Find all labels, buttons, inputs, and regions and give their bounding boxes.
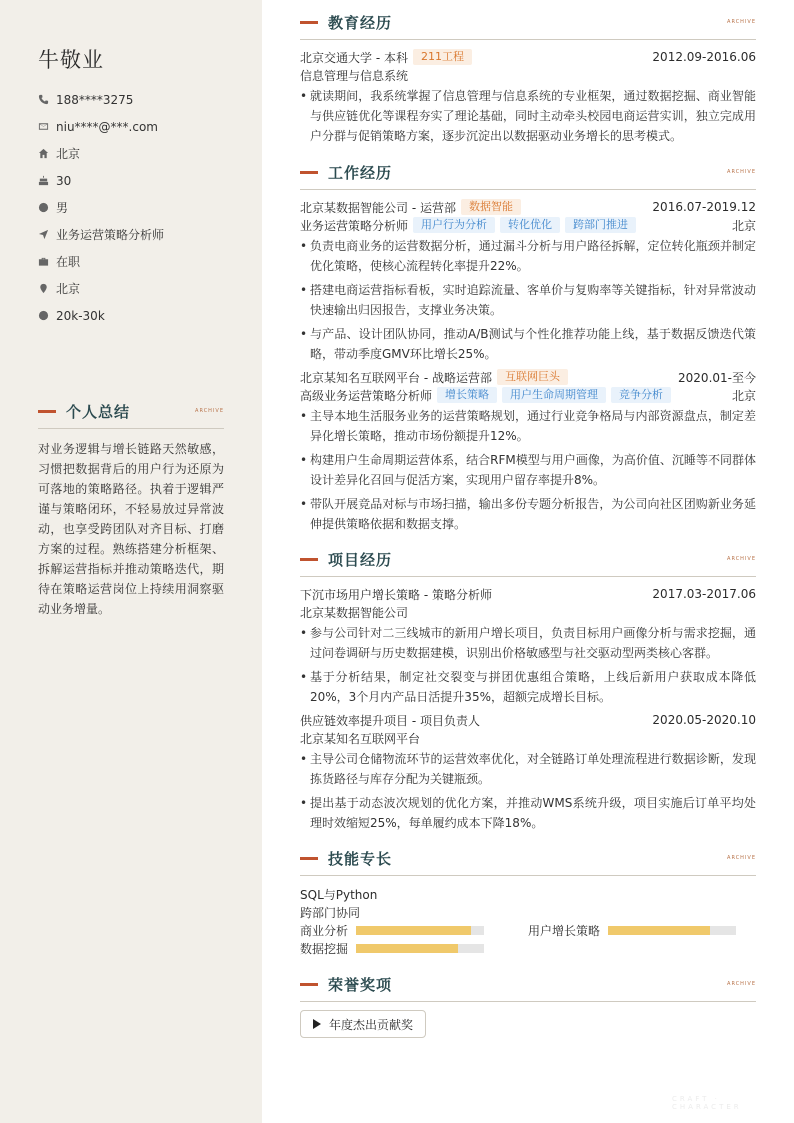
education-header-row [300, 48, 756, 66]
contact-text: 北京 [56, 147, 81, 161]
divider [300, 576, 756, 577]
cake-icon [38, 175, 56, 186]
skill-row [300, 939, 756, 957]
skill-tag: 增长策略 [437, 387, 497, 403]
job-period: 2020.01-至今 [678, 370, 756, 385]
accent-bar [300, 558, 318, 561]
bullet-item: • 提出基于动态波次规划的优化方案，并推动WMS系统升级，项目实施后订单平均处理时效缩短25%，每单履约成本下降18%。 [300, 793, 756, 833]
skill-tag: 转化优化 [500, 217, 560, 233]
bullet-item: • 主导公司仓储物流环节的运营效率优化，对全链路订单处理流程进行数据诊断，发现拣货路径与库存分配为关键瓶颈。 [300, 749, 756, 789]
send-icon [38, 229, 56, 240]
skill-meter-fill [356, 944, 458, 953]
company-badge: 数据智能 [461, 199, 521, 215]
section-title: 项目经历 [328, 550, 393, 569]
job-role-row [300, 216, 756, 234]
skill-meter [356, 944, 484, 953]
company-name: 北京某数据智能公司 - 运营部 [300, 200, 456, 215]
bullet-item: • 搭建电商运营指标看板，实时追踪流量、客单价与复购率等关键指标，针对异常波动快速输出归因报告，支撑业务决策。 [300, 280, 756, 320]
job-role: 业务运营策略分析师 [300, 218, 409, 233]
job-role-row [300, 386, 756, 404]
project-name: 下沉市场用户增长策略 - 策略分析师 [300, 587, 492, 602]
award-label: 年度杰出贡献奖 [329, 1017, 414, 1032]
skill-meter-fill [356, 926, 471, 935]
bullet-item: • 构建用户生命周期运营体系，结合RFM模型与用户画像，为高价值、沉睡等不同群体设计差异化召回与促活方案，实现用户留存率提升8%。 [300, 450, 756, 490]
skill-label: 数据挖掘 [300, 941, 349, 956]
education-period: 2012.09-2016.06 [652, 50, 756, 64]
location-pin-icon [38, 283, 56, 294]
bullet-item: • 基于分析结果，制定社交裂变与拼团优惠组合策略，上线后新用户获取成本降低20%，3个月内产品日活提升35%，超额完成增长目标。 [300, 667, 756, 707]
project-bullets [300, 749, 756, 833]
candidate-name: 牛敬业 [38, 48, 104, 72]
accent-bar [38, 410, 56, 413]
education-section [300, 11, 756, 150]
archive-tag: ARCHIVE [727, 19, 756, 25]
project-header-row [300, 585, 756, 603]
school-badge: 211工程 [413, 49, 472, 65]
school-name: 北京交通大学 - 本科 [300, 50, 408, 65]
bullet-item: • 参与公司针对二三线城市的新用户增长项目，负责目标用户画像分析与需求挖掘，通过问卷调研与历史数据建模，识别出价格敏感型与社交驱动型两类核心客群。 [300, 623, 756, 663]
project-entry [300, 585, 756, 707]
bullet-item: • 带队开展竞品对标与市场扫描，输出多份专题分析报告，为公司向社区团购新业务延伸提供策略依据和数据支撑。 [300, 494, 756, 534]
salary-icon [38, 310, 56, 321]
archive-tag: ARCHIVE [727, 981, 756, 987]
section-title: 工作经历 [328, 163, 393, 182]
project-name: 供应链效率提升项目 - 项目负责人 [300, 713, 480, 728]
section-header [300, 11, 756, 33]
rated-skill [528, 922, 756, 939]
phone-icon [38, 94, 56, 105]
contact-status [38, 248, 238, 275]
section-title: 个人总结 [66, 402, 131, 421]
section-header [300, 548, 756, 570]
summary-section [38, 400, 224, 619]
section-header [300, 973, 756, 995]
bullet-item: • 负责电商业务的运营数据分析，通过漏斗分析与用户路径拆解，定位转化瓶颈并制定优化策略，使核心流程转化率提升22%。 [300, 236, 756, 276]
job-bullets [300, 236, 756, 364]
job-period: 2016.07-2019.12 [652, 200, 756, 214]
skill-label: 商业分析 [300, 923, 349, 938]
mail-icon [38, 121, 56, 132]
contact-phone [38, 86, 238, 113]
education-bullets [300, 86, 756, 146]
job-bullets [300, 406, 756, 534]
contact-text: 20k-30k [56, 308, 105, 323]
accent-bar [300, 857, 318, 860]
job-header-row [300, 368, 756, 386]
contact-text: 30 [56, 173, 72, 188]
accent-bar [300, 171, 318, 174]
skill-tag: 跨部门推进 [565, 217, 636, 233]
project-org-row [300, 603, 756, 621]
bullet-item: • 就读期间，我系统掌握了信息管理与信息系统的专业框架，通过数据挖掘、商业智能与供应链优化等课程夯实了理论基础，同时主动牵头校园电商运营实训，独立完成用户分群与促销策略方案，逐步沉淀出以数据驱动业务增长的思考模式。 [300, 86, 756, 146]
rated-skill [300, 940, 530, 957]
skill-tag: 用户行为分析 [413, 217, 495, 233]
project-org-row [300, 729, 756, 747]
project-bullets [300, 623, 756, 707]
company-badge: 互联网巨头 [497, 369, 568, 385]
archive-tag: ARCHIVE [727, 855, 756, 861]
job-entry [300, 198, 756, 364]
skill-row [300, 921, 756, 939]
divider [300, 875, 756, 876]
job-header-row [300, 198, 756, 216]
job-city: 北京 [731, 388, 756, 403]
contact-gender [38, 194, 238, 221]
skills-section [300, 847, 756, 957]
contact-position [38, 221, 238, 248]
project-period: 2017.03-2017.06 [652, 587, 756, 601]
section-header [38, 400, 224, 422]
contact-text: 北京 [56, 282, 81, 296]
skill-meter [356, 926, 484, 935]
divider [300, 189, 756, 190]
project-entry [300, 711, 756, 833]
award-item[interactable] [300, 1010, 426, 1038]
skill-tag: 用户生命周期管理 [502, 387, 606, 403]
archive-tag: ARCHIVE [195, 408, 224, 414]
rated-skill [300, 922, 528, 939]
contact-list [38, 86, 238, 329]
archive-tag: ARCHIVE [727, 169, 756, 175]
contact-text: 188****3275 [56, 92, 134, 107]
section-title: 荣誉奖项 [328, 975, 393, 994]
project-org: 北京某数据智能公司 [300, 605, 409, 620]
contact-text: niu****@***.com [56, 119, 158, 134]
bullet-item: • 主导本地生活服务业务的运营策略规划，通过行业竞争格局与内部资源盘点，制定差异化增长策略，推动市场份额提升12%。 [300, 406, 756, 446]
contact-text: 男 [56, 201, 69, 215]
home-icon [38, 148, 56, 159]
skill-item: SQL与Python [300, 887, 378, 902]
accent-bar [300, 983, 318, 986]
divider [300, 1001, 756, 1002]
section-header [300, 161, 756, 183]
divider [38, 428, 224, 429]
projects-section [300, 548, 756, 837]
divider [300, 39, 756, 40]
skill-meter [608, 926, 736, 935]
bullet-item: • 与产品、设计团队协同，推动A/B测试与个性化推荐功能上线，基于数据反馈迭代策略，带动季度GMV环比增长25%。 [300, 324, 756, 364]
skills-list [300, 885, 756, 957]
job-city: 北京 [731, 218, 756, 233]
project-org: 北京某知名互联网平台 [300, 731, 421, 746]
briefcase-icon [38, 256, 56, 267]
contact-salary [38, 302, 238, 329]
contact-email [38, 113, 238, 140]
summary-text: 对业务逻辑与增长链路天然敏感，习惯把数据背后的用户行为还原为可落地的策略路径。执着于逻辑严谨与策略闭环，不轻易放过异常波动，也享受跨团队对齐目标、打磨方案的过程。熟练搭建分析框架、拆解运营指标并推动策略迭代，期待在策略运营岗位上持续用洞察驱动业务增量。 [38, 442, 224, 616]
skill-label: 用户增长策略 [528, 923, 601, 938]
job-entry [300, 368, 756, 534]
archive-tag: ARCHIVE [727, 556, 756, 562]
job-role: 高级业务运营策略分析师 [300, 388, 433, 403]
awards-section [300, 973, 756, 1038]
skill-meter-fill [608, 926, 710, 935]
contact-text: 业务运营策略分析师 [56, 228, 165, 242]
project-period: 2020.05-2020.10 [652, 713, 756, 727]
play-icon [313, 1019, 321, 1029]
work-section [300, 161, 756, 538]
project-header-row [300, 711, 756, 729]
skill-item: 跨部门协同 [300, 905, 361, 920]
contact-home [38, 140, 238, 167]
contact-location [38, 275, 238, 302]
skill-tag: 竞争分析 [611, 387, 671, 403]
accent-bar [300, 21, 318, 24]
major-row [300, 66, 756, 84]
section-title: 技能专长 [328, 849, 393, 868]
gender-icon [38, 202, 56, 213]
watermark: CRAFT · CHARACTER [672, 1095, 742, 1111]
company-name: 北京某知名互联网平台 - 战略运营部 [300, 370, 492, 385]
major-name: 信息管理与信息系统 [300, 68, 409, 83]
section-title: 教育经历 [328, 13, 393, 32]
contact-age [38, 167, 238, 194]
contact-text: 在职 [56, 255, 81, 269]
main-content [300, 0, 756, 1123]
section-header [300, 847, 756, 869]
